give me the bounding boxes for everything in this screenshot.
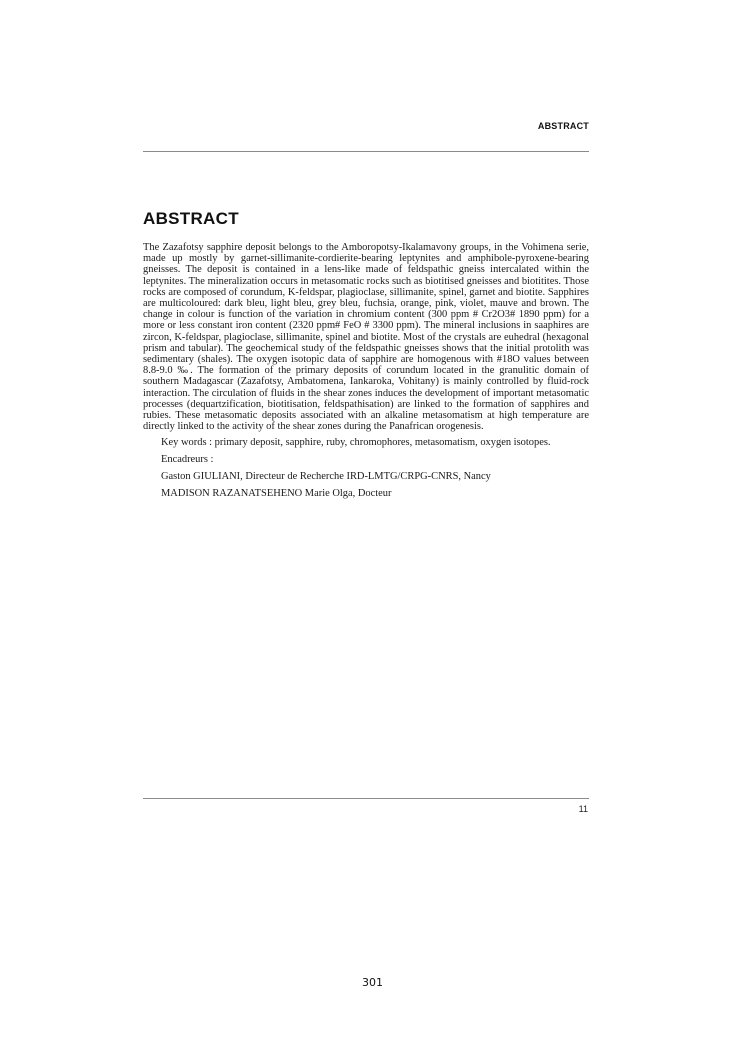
document-page-number: 301 bbox=[362, 976, 383, 989]
keywords-paragraph: Key words : primary deposit, sapphire, ruby, chromophores, metasomatism, oxygen isotopes. bbox=[161, 437, 551, 449]
chapter-page-number: 11 bbox=[578, 804, 588, 814]
abstract-body bbox=[143, 242, 589, 505]
section-title: ABSTRACT bbox=[143, 209, 239, 228]
advisors-block bbox=[143, 454, 589, 500]
abstract-paragraph: The Zazafotsy sapphire deposit belongs to the Amboropotsy-Ikalamavony groups, in the Vohimena serie, made up mostly by garnet-sillimanite-cordierite-bearing leptynites and amphibole-pyroxene-bearing gneisses. The deposit is contained in a lens-like made of feldspathic gneiss intercalated within the leptynites. The mineralization occurs in metasomatic rocks such as biotitised gneisses and biotitites. Those rocks are composed of corundum, K-feldspar, plagioclase, sillimanite, spinel, garnet and biotite. Sapphires are multicoloured: dark bleu, light bleu, grey bleu, fuchsia, orange, pink, violet, mauve and brown. The change in colour is function of the variation in chromium content (300 ppm # Cr2O3# 1890 ppm) for a more or less constant iron content (2320 ppm# FeO # 3300 ppm). The mineral inclusions in saaphires are zircon, K-feldspar, plagioclase, sillimanite, spinel and biotite. Most of the crystals are euhedral (hexagonal prism and tabular). The geochemical study of the feldspathic gneisses shows that the initial protolith was sedimentary (shales). The oxygen isotopic data of sapphire are homogenous with #18O values between 8.8-9.0 ‰. The formation of the primary deposits of corundum located in the granulitic domain of southern Madagascar (Zazafotsy, Ambatomena, Iankaroka, Vohitany) is mainly controlled by fluid-rock interaction. The circulation of fluids in the shear zones induces the development of important metasomatic processes (dequartzification, biotitisation, feldspathisation) are linked to the formation of sapphires and rubies. These metasomatic deposits associated with an alkaline metasomatism at high temperature are directly linked to the activity of the shear zones during the Panafrican orogenesis. bbox=[143, 242, 589, 433]
advisors-label: Encadreurs : bbox=[161, 453, 214, 465]
running-header: ABSTRACT bbox=[537, 121, 589, 131]
advisor-name: Gaston GIULIANI, Directeur de Recherche IRD-LMTG/CRPG-CNRS, Nancy bbox=[161, 470, 491, 482]
advisor-name: MADISON RAZANATSEHENO Marie Olga, Docteur bbox=[161, 488, 392, 500]
header-rule bbox=[143, 151, 589, 152]
footer-rule bbox=[143, 798, 589, 799]
